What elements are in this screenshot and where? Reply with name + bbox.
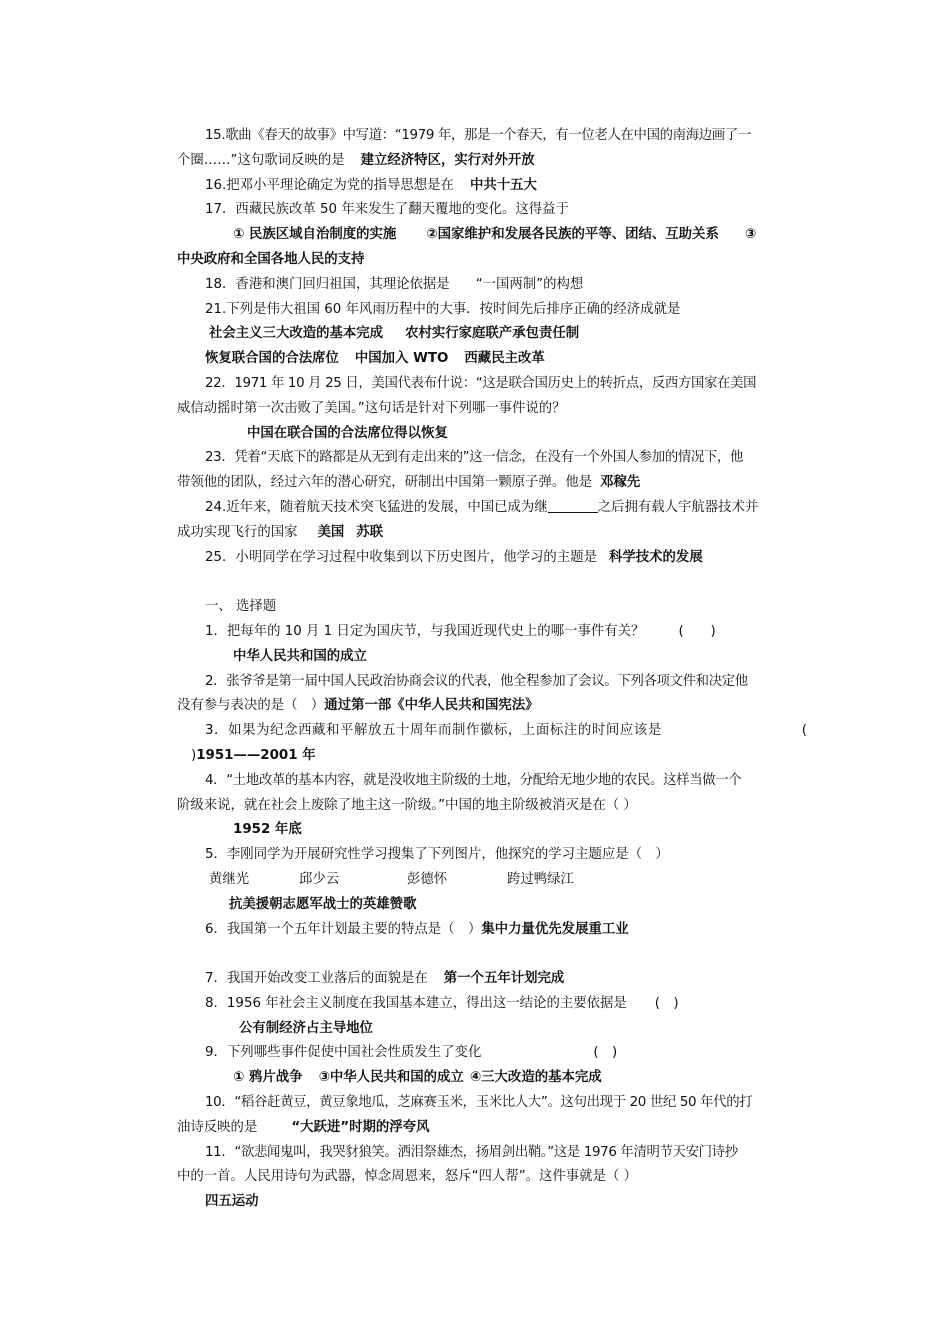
c3-line2 (177, 744, 807, 769)
q17-option-1: ① 民族区域自治制度的实施 (233, 227, 397, 243)
c7-text: 7．我国开始改变工业落后的面貌是在 (205, 971, 428, 987)
c11-line1: 11．“欲悲闻鬼叫，我哭豺狼笑。洒泪祭雄杰，扬眉剑出鞘。”这是 1976 年清明节天安门诗抄 (205, 1144, 738, 1160)
q21-answer-5: 西藏民主改革 (464, 351, 545, 367)
q17-option-2: ②国家维护和发展各民族的平等、团结、互助关系 (426, 227, 719, 243)
q15-text: 个圈……”这句歌词反映的是 (177, 152, 345, 168)
c4-line1: 4．“土地改革的基本内容，就是没收地主阶级的土地，分配给无地少地的农民。这样当做一个 (205, 772, 742, 788)
c9-answer-1: ① 鸦片战争 (233, 1070, 303, 1086)
q18-answer: “一国两制”的构想 (475, 276, 584, 292)
q24-text-c: 成功实现飞行的国家 (177, 524, 298, 540)
q16 (177, 174, 807, 199)
c5-picture-caption: 黄继光 (209, 871, 250, 887)
q24-text-a: 24.近年来，随着航天技术突飞猛进的发展，中国已成为继 (205, 499, 548, 515)
q17-option-3: 中央政府和全国各地人民的支持 (177, 251, 365, 267)
q15-answer: 建立经济特区，实行对外开放 (360, 152, 535, 168)
q17-options (177, 223, 807, 248)
c5-pictures (177, 868, 807, 893)
c1 (177, 620, 807, 645)
q17-text: 17．西藏民族改革 50 年来发生了翻天覆地的变化。这得益于 (205, 202, 569, 218)
q24-answer-1: 美国 (317, 524, 345, 540)
c2-answer: 通过第一部《中华人民共和国宪法》 (324, 698, 539, 714)
q16-text: 16.把邓小平理论确定为党的指导思想是在 (205, 177, 454, 193)
c8-answer: 公有制经济占主导地位 (239, 1020, 373, 1036)
c10-line1: 10．“稻谷赶黄豆，黄豆象地瓜，芝麻赛玉米，玉米比人大”。这句出现于 20 世纪 50 年代的打 (205, 1095, 753, 1111)
q22-line1: 22．1971 年 10 月 25 日，美国代表布什说：“这是联合国历史上的转折点，反西方国家在美国 (205, 375, 757, 391)
q25-answer: 科学技术的发展 (608, 549, 703, 565)
q21-answers-row1 (177, 322, 807, 347)
c5-picture-caption: 跨过鸭绿江 (507, 871, 574, 887)
blank-line (177, 942, 807, 967)
q24-text-b: 之后拥有载人宇航器技术并 (597, 499, 759, 515)
q25 (177, 546, 807, 571)
c6-answer: 集中力量优先发展重工业 (481, 921, 629, 937)
c2-line2 (177, 694, 807, 719)
section-heading: 一、 选择题 (205, 599, 277, 615)
c8 (177, 992, 807, 1017)
q25-text: 25．小明同学在学习过程中收集到以下历史图片，他学习的主题是 (205, 549, 597, 565)
q22-line2: 威信动摇时第一次击败了美国。”这句话是针对下列哪一事件说的？ (177, 400, 566, 416)
q16-answer: 中共十五大 (469, 177, 537, 193)
document-page (177, 124, 807, 1215)
q24-line2 (177, 521, 807, 546)
c9-answers (177, 1066, 807, 1091)
c2-line1: 2．张爷爷是第一届中国人民政治协商会议的代表，他全程参加了会议。下列各项文件和决定他 (205, 673, 748, 689)
q24-line1 (177, 496, 807, 521)
q15-line2 (177, 149, 807, 174)
c7-answer: 第一个五年计划完成 (443, 971, 565, 987)
blank-line (177, 570, 807, 595)
c2-text: 没有参与表决的是（ ） (177, 698, 325, 714)
q23-answer: 邓稼先 (600, 475, 641, 491)
c5-picture-caption: 彭德怀 (407, 871, 448, 887)
q23-line1: 23．凭着“天底下的路都是从无到有走出来的”这一信念，在没有一个外国人参加的情况下，他 (205, 450, 744, 466)
c10-line2 (177, 1116, 807, 1141)
c3-paren-open: ( (801, 723, 807, 739)
c11-answer: 四五运动 (205, 1194, 259, 1210)
q21-answer-1: 社会主义三大改造的基本完成 (209, 326, 384, 342)
c8-text: 8．1956 年社会主义制度在我国基本建立，得出这一结论的主要依据是 (205, 995, 627, 1011)
c3-answer: 1951——2001 年 (196, 747, 316, 763)
c11-line2: 中的一首。人民用诗句为武器，悼念周恩来，怒斥“四人帮”。这件事就是（ ） (177, 1169, 638, 1185)
c10-answer: “大跃进”时期的浮夸风 (291, 1119, 430, 1135)
c5-text: 5．李刚同学为开展研究性学习搜集了下列图片，他探究的学习主题应是（ ） (205, 847, 669, 863)
c1-answer: 中华人民共和国的成立 (233, 648, 367, 664)
q21-text: 21.下列是伟大祖国 60 年风雨历程中的大事．按时间先后排序正确的经济成就是 (205, 301, 681, 317)
c5-answer: 抗美援朝志愿军战士的英雄赞歌 (229, 896, 417, 912)
c4-answer: 1952 年底 (233, 822, 302, 838)
c9-answer-2: ③中华人民共和国的成立 (318, 1070, 464, 1086)
c8-paren: ( ) (654, 995, 679, 1011)
q18-text: 18．香港和澳门回归祖国，其理论依据是 (205, 276, 450, 292)
c5-picture-caption: 邱少云 (299, 871, 340, 887)
c1-text: 1．把每年的 10 月 1 日定为国庆节，与我国近现代史上的哪一事件有关？ (205, 623, 645, 639)
q23-text: 带领他的团队，经过六年的潜心研究，研制出中国第一颗原子弹。他是 (177, 475, 593, 491)
q23-line2 (177, 471, 807, 496)
q17-option-3-mark: ③ (744, 227, 757, 243)
q21-answer-4: 中国加入 WTO (354, 351, 449, 367)
c3-line1 (177, 719, 807, 744)
q22-answer: 中国在联合国的合法席位得以恢复 (247, 425, 448, 441)
c7 (177, 967, 807, 992)
q24-answer-2: 苏联 (356, 524, 384, 540)
c4-line2: 阶级来说，就在社会上废除了地主这一阶级。”中国的地主阶级被消灭是在（ ） (177, 797, 637, 813)
q21-answers-row2 (177, 347, 807, 372)
c9 (177, 1041, 807, 1066)
c10-text: 油诗反映的是 (177, 1119, 258, 1135)
c3-text: 3．如果为纪念西藏和平解放五十周年而制作徽标，上面标注的时间应该是 (205, 723, 662, 739)
c9-text: 9．下列哪些事件促使中国社会性质发生了变化 (205, 1045, 482, 1061)
c6-text: 6．我国第一个五年计划最主要的特点是（ ） (205, 921, 482, 937)
q21-answer-2: 农村实行家庭联产承包责任制 (405, 326, 580, 342)
c1-paren: ( ) (678, 623, 716, 639)
c9-paren: ( ) (593, 1045, 618, 1061)
c6 (177, 918, 807, 943)
q21-answer-3: 恢复联合国的合法席位 (205, 351, 339, 367)
c3-paren-close: ) (191, 747, 197, 763)
q24-blank (548, 498, 598, 513)
c9-answer-3: ④三大改造的基本完成 (469, 1070, 602, 1086)
q15-line1: 15.歌曲《春天的故事》中写道：“1979 年，那是一个春天，有一位老人在中国的南海边画了一 (205, 128, 751, 143)
q18 (177, 273, 807, 298)
